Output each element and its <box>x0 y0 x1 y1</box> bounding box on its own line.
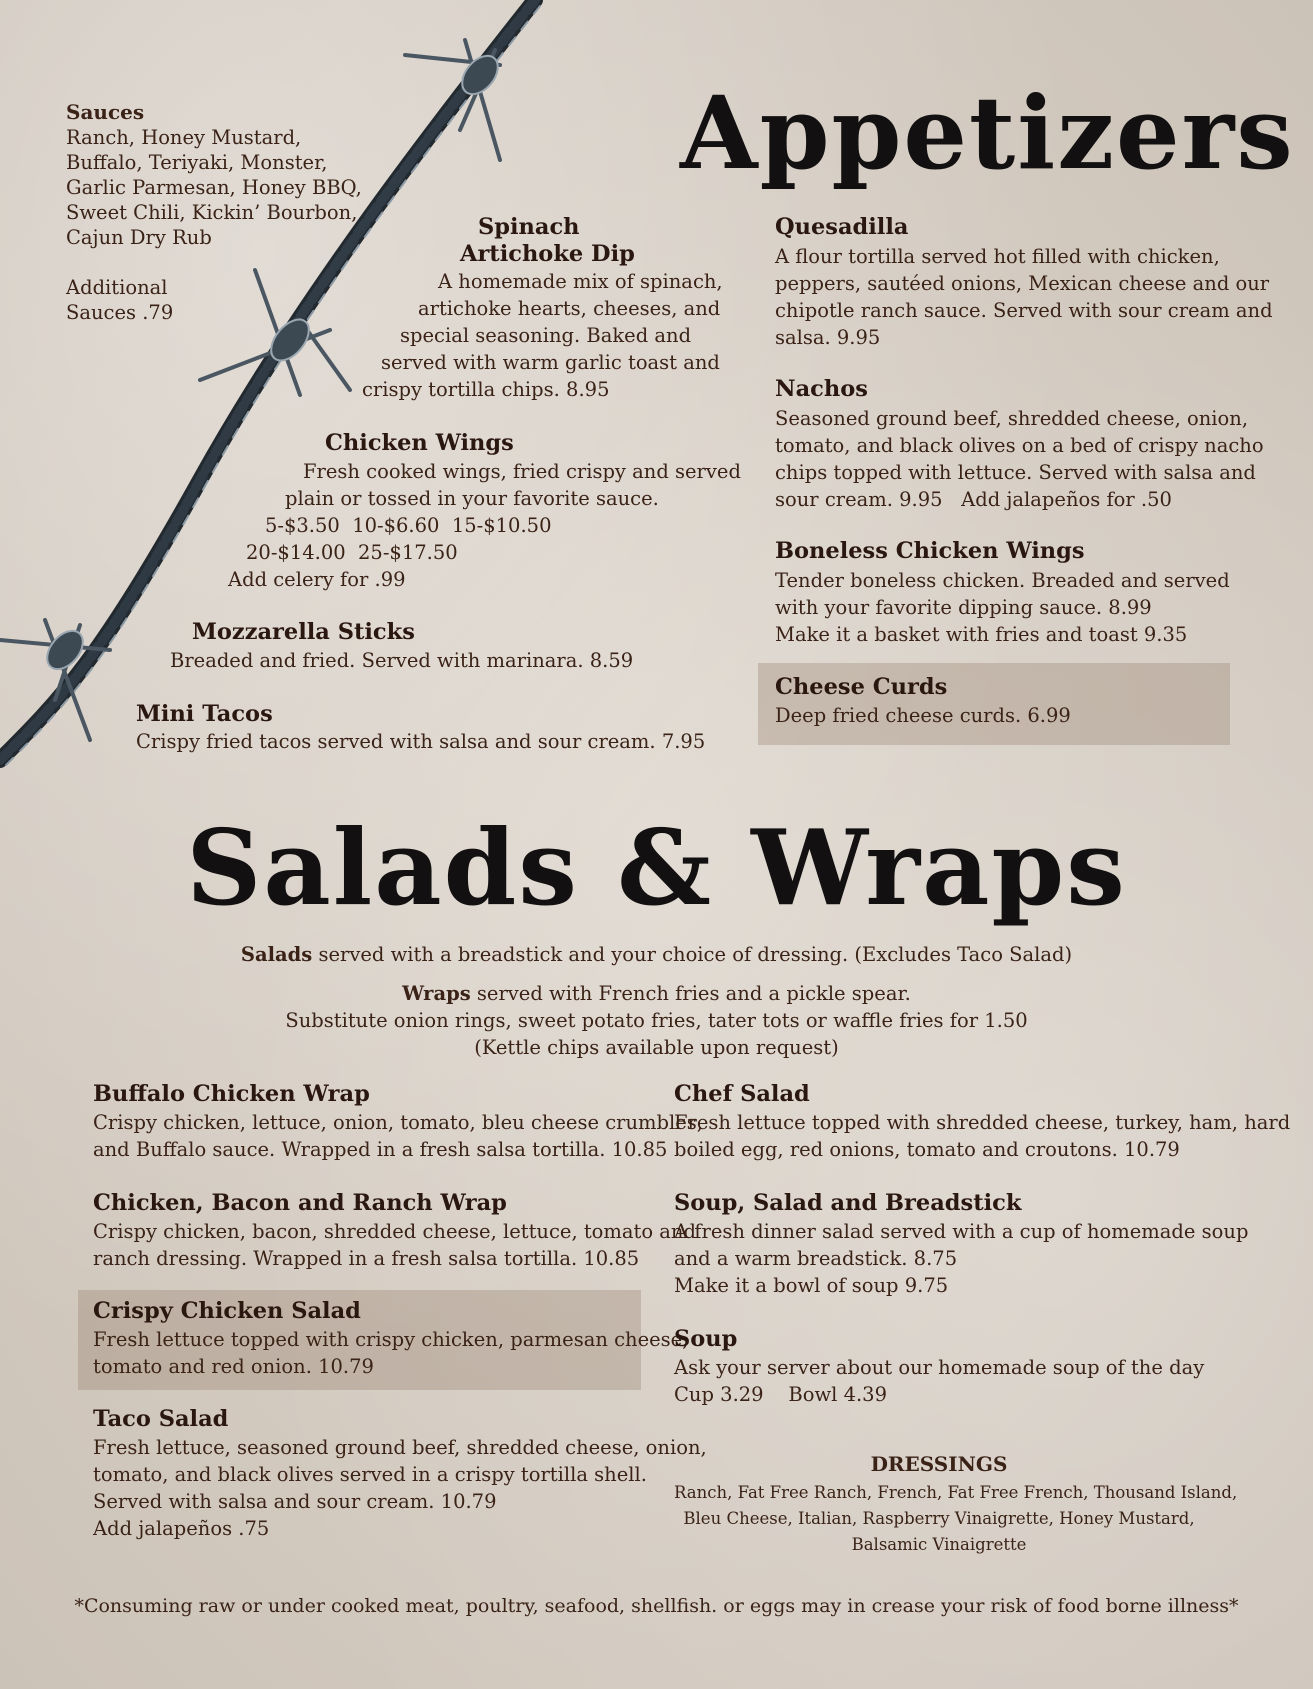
boneless-wings-desc: Tender boneless chicken. Breaded and served <box>775 569 1230 592</box>
chicken-wings-name: Chicken Wings <box>325 430 514 456</box>
soup-salad-breadstick-desc: and a warm breadstick. 8.75 <box>674 1247 958 1270</box>
wraps-intro-bold: Wraps <box>402 982 471 1005</box>
crispy-chicken-salad-desc: tomato and red onion. 10.79 <box>93 1355 374 1378</box>
boneless-wings-desc: Make it a basket with fries and toast 9.35 <box>775 623 1188 646</box>
nachos-desc: chips topped with lettuce. Served with salsa and <box>775 461 1256 484</box>
chef-salad-name: Chef Salad <box>674 1081 810 1107</box>
cheese-curds-desc: Deep fried cheese curds. 6.99 <box>775 704 1071 727</box>
chef-salad-desc: boiled egg, red onions, tomato and croutons. 10.79 <box>674 1138 1180 1161</box>
spinach-dip-name: Artichoke Dip <box>460 241 635 267</box>
soup-salad-breadstick-desc: Make it a bowl of soup 9.75 <box>674 1274 949 1297</box>
appetizers-title: Appetizers <box>680 74 1295 192</box>
sauces-line: Ranch, Honey Mustard, <box>66 126 302 149</box>
spinach-dip-desc: artichoke hearts, cheeses, and <box>418 297 721 320</box>
cheese-curds-name: Cheese Curds <box>775 674 948 700</box>
cbr-wrap-desc: Crispy chicken, bacon, shredded cheese, lettuce, tomato and <box>93 1220 696 1243</box>
mozzarella-sticks-name: Mozzarella Sticks <box>192 619 415 645</box>
sauces-line: Garlic Parmesan, Honey BBQ, <box>66 176 362 199</box>
chicken-wings-prices: 20-$14.00 25-$17.50 <box>246 541 458 564</box>
crispy-chicken-salad-desc: Fresh lettuce topped with crispy chicken, parmesan cheese, <box>93 1328 689 1351</box>
nachos-desc: sour cream. 9.95 Add jalapeños for .50 <box>775 488 1172 511</box>
boneless-wings-desc: with your favorite dipping sauce. 8.99 <box>775 596 1152 619</box>
mozzarella-sticks-desc: Breaded and fried. Served with marinara. 8.59 <box>170 649 634 672</box>
dressings-list: Balsamic Vinaigrette <box>851 1535 1027 1554</box>
sauces-line: Cajun Dry Rub <box>66 226 212 249</box>
taco-salad-desc: Fresh lettuce, seasoned ground beef, shredded cheese, onion, <box>93 1436 707 1459</box>
taco-salad-desc: tomato, and black olives served in a crispy tortilla shell. <box>93 1463 647 1486</box>
buffalo-wrap-name: Buffalo Chicken Wrap <box>93 1081 370 1107</box>
sauces-line: Buffalo, Teriyaki, Monster, <box>66 151 328 174</box>
quesadilla-desc: salsa. 9.95 <box>775 326 881 349</box>
boneless-wings-name: Boneless Chicken Wings <box>775 538 1085 564</box>
mini-tacos-desc: Crispy fried tacos served with salsa and sour cream. 7.95 <box>136 730 706 753</box>
wraps-intro-text: served with French fries and a pickle spear. <box>470 982 911 1005</box>
chicken-wings-celery: Add celery for .99 <box>228 568 406 591</box>
dressings-heading: DRESSINGS <box>870 1452 1008 1476</box>
kettle-chips-note: (Kettle chips available upon request) <box>474 1036 839 1059</box>
taco-salad-desc: Add jalapeños .75 <box>93 1517 270 1540</box>
wraps-intro <box>0 980 1313 1007</box>
taco-salad-name: Taco Salad <box>93 1406 229 1432</box>
crispy-chicken-salad-name: Crispy Chicken Salad <box>93 1298 361 1324</box>
soup-salad-breadstick-name: Soup, Salad and Breadstick <box>674 1190 1022 1216</box>
spinach-dip-desc: special seasoning. Baked and <box>400 324 692 347</box>
soup-prices: Cup 3.29 Bowl 4.39 <box>674 1383 887 1406</box>
spinach-dip-desc: crispy tortilla chips. 8.95 <box>362 378 610 401</box>
taco-salad-desc: Served with salsa and sour cream. 10.79 <box>93 1490 497 1513</box>
cbr-wrap-desc: ranch dressing. Wrapped in a fresh salsa tortilla. 10.85 <box>93 1247 640 1270</box>
additional-sauces: Additional <box>66 276 168 299</box>
nachos-desc: Seasoned ground beef, shredded cheese, onion, <box>775 407 1249 430</box>
nachos-desc: tomato, and black olives on a bed of crispy nacho <box>775 434 1264 457</box>
quesadilla-name: Quesadilla <box>775 214 909 240</box>
salads-wraps-title: Salads & Wraps <box>186 806 1127 929</box>
dressings-list: Bleu Cheese, Italian, Raspberry Vinaigrette, Honey Mustard, <box>683 1509 1195 1528</box>
soup-salad-breadstick-desc: A fresh dinner salad served with a cup of homemade soup <box>674 1220 1249 1243</box>
spinach-dip-name: Spinach <box>478 214 580 240</box>
buffalo-wrap-desc: and Buffalo sauce. Wrapped in a fresh salsa tortilla. 10.85 <box>93 1138 668 1161</box>
mini-tacos-name: Mini Tacos <box>136 701 273 727</box>
salads-intro <box>0 941 1313 968</box>
salads-intro-text: served with a breadstick and your choice of dressing. (Excludes Taco Salad) <box>312 943 1073 966</box>
soup-name: Soup <box>674 1326 738 1352</box>
chicken-wings-desc: plain or tossed in your favorite sauce. <box>285 487 659 510</box>
sauces-line: Sweet Chili, Kickin’ Bourbon, <box>66 201 358 224</box>
sauces-block <box>66 100 362 325</box>
sauces-heading: Sauces <box>66 100 145 124</box>
quesadilla-desc: peppers, sautéed onions, Mexican cheese and our <box>775 272 1270 295</box>
additional-sauces-price: Sauces .79 <box>66 301 174 324</box>
soup-desc: Ask your server about our homemade soup of the day <box>674 1356 1205 1379</box>
buffalo-wrap-desc: Crispy chicken, lettuce, onion, tomato, bleu cheese crumbles, <box>93 1111 703 1134</box>
nachos-name: Nachos <box>775 376 868 402</box>
dressings-list: Ranch, Fat Free Ranch, French, Fat Free French, Thousand Island, <box>674 1483 1238 1502</box>
chicken-wings-prices: 5-$3.50 10-$6.60 15-$10.50 <box>265 514 552 537</box>
chef-salad-desc: Fresh lettuce topped with shredded cheese, turkey, ham, hard <box>674 1111 1291 1134</box>
spinach-dip-desc: A homemade mix of spinach, <box>438 270 723 293</box>
salads-intro-bold: Salads <box>240 943 313 966</box>
quesadilla-desc: chipotle ranch sauce. Served with sour cream and <box>775 299 1273 322</box>
food-safety-disclaimer: *Consuming raw or under cooked meat, poultry, seafood, shellfish. or eggs may in crease your risk of food borne illness* <box>74 1595 1239 1617</box>
substitute-note: Substitute onion rings, sweet potato fries, tater tots or waffle fries for 1.50 <box>285 1009 1028 1032</box>
quesadilla-desc: A flour tortilla served hot filled with chicken, <box>775 245 1220 268</box>
chicken-wings-desc: Fresh cooked wings, fried crispy and served <box>303 460 741 483</box>
spinach-dip-desc: served with warm garlic toast and <box>381 351 720 374</box>
cbr-wrap-name: Chicken, Bacon and Ranch Wrap <box>93 1190 507 1216</box>
